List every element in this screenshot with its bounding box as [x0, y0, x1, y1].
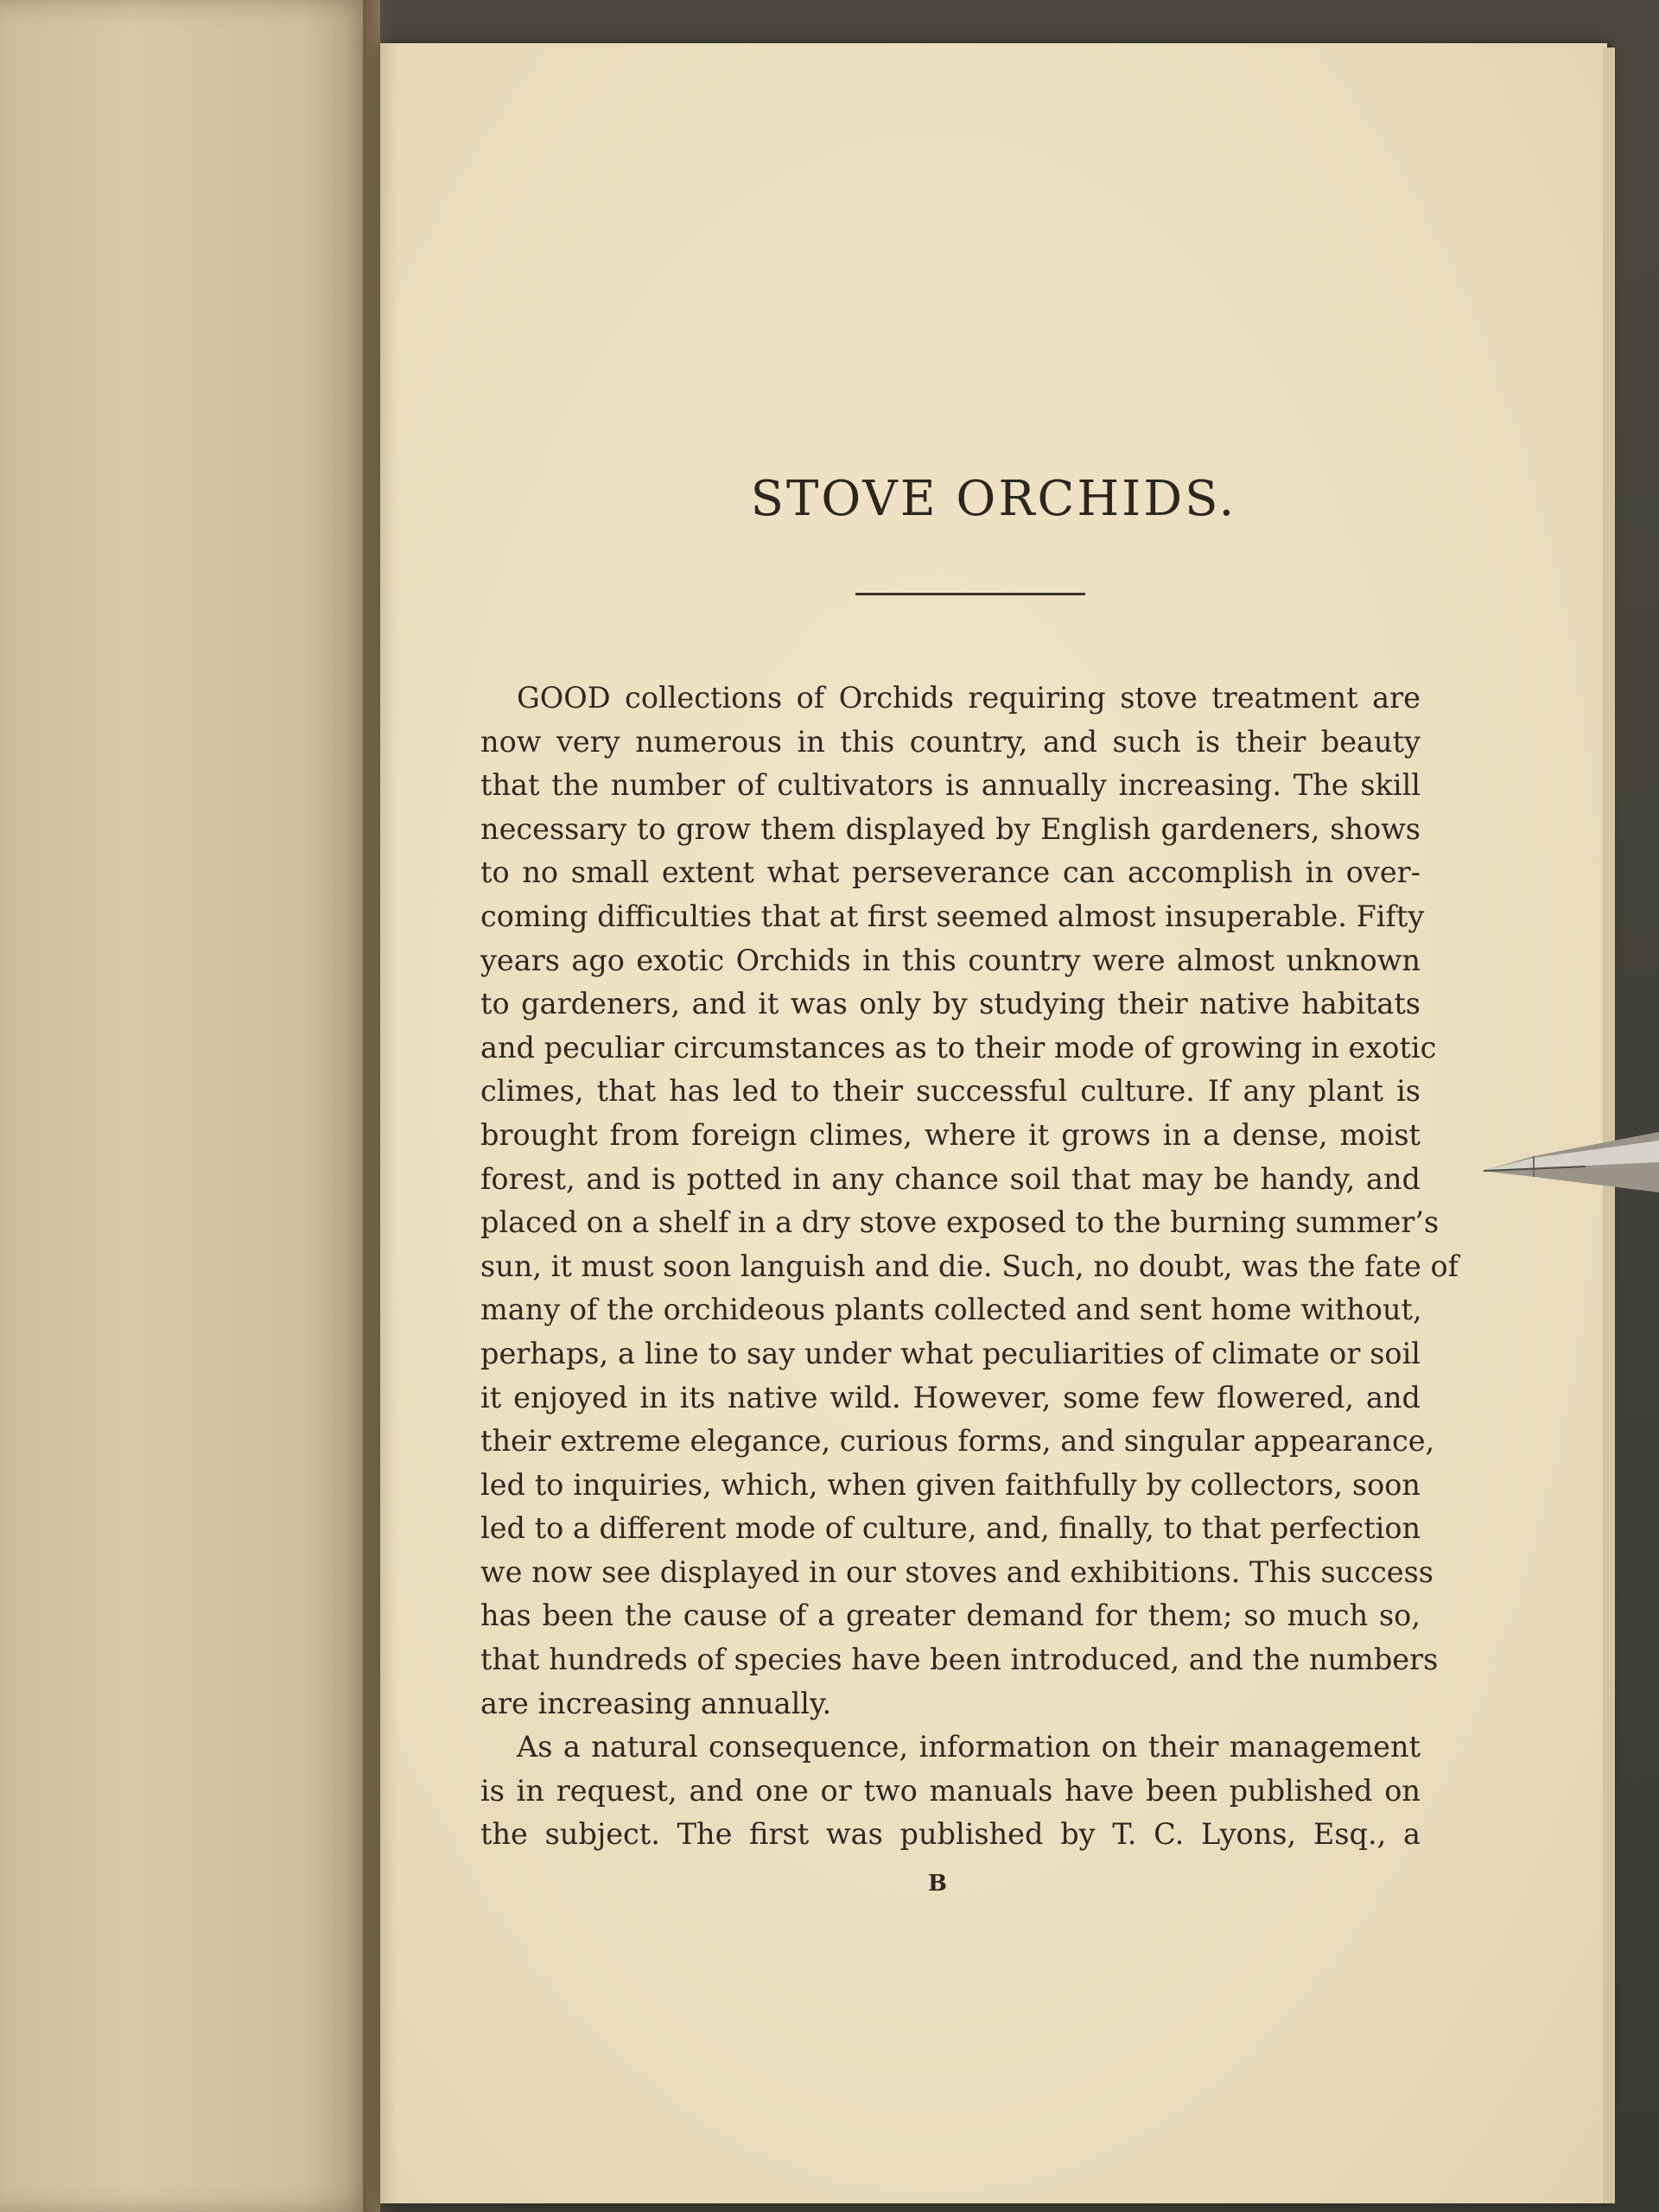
title-rule [855, 593, 1085, 595]
body-text [480, 677, 1459, 1857]
text-line: now very numerous in this country, and such is their beauty [480, 724, 1421, 759]
page-title: STOVE ORCHIDS. [750, 471, 1237, 527]
text-line: brought from foreign climes, where it grows in a dense, moist [480, 1117, 1421, 1152]
pen-pointer-icon [1482, 1123, 1659, 1201]
text-line: we now see displayed in our stoves and exhibitions. This success [480, 1554, 1433, 1589]
text-line: that the number of cultivators is annually increasing. The skill [480, 768, 1421, 803]
text-line: GOOD collections of Orchids requiring stove treatment are [517, 681, 1421, 715]
text-line: many of the orchideous plants collected and sent home without, [480, 1293, 1422, 1327]
left-facing-page [0, 0, 380, 2212]
paragraph-2 [480, 1726, 1421, 1857]
text-line: to gardeners, and it was only by studying their native habitats [480, 987, 1421, 1021]
text-line: is in request, and one or two manuals have been published on [480, 1773, 1421, 1808]
text-line: it enjoyed in its native wild. However, some few flowered, and [480, 1380, 1421, 1414]
text-line: led to a different mode of culture, and, finally, to that perfection [480, 1511, 1421, 1546]
signature-mark: B [928, 1871, 947, 1897]
text-line: As a natural consequence, information on their management [517, 1730, 1421, 1764]
text-line: placed on a shelf in a dry stove exposed to the burning summer’s [480, 1205, 1440, 1240]
text-line: sun, it must soon languish and die. Such, no doubt, was the fate of [480, 1249, 1459, 1283]
text-line: to no small extent what perseverance can accomplish in over- [480, 855, 1421, 890]
text-line: led to inquiries, which, when given faithfully by collectors, soon [480, 1467, 1421, 1502]
text-line: necessary to grow them displayed by English gardeners, shows [480, 811, 1421, 846]
text-line: coming difficulties that at first seemed almost insuperable. Fifty [480, 899, 1425, 933]
text-line: the subject. The first was published by T. C. Lyons, Esq., a [480, 1817, 1421, 1852]
book-gutter [363, 0, 397, 2212]
text-line: forest, and is potted in any chance soil that may be handy, and [480, 1161, 1421, 1196]
paragraph-1 [480, 677, 1459, 1726]
text-line: climes, that has led to their successful culture. If any plant is [480, 1074, 1421, 1109]
text-line: perhaps, a line to say under what peculiarities of climate or soil [480, 1336, 1421, 1370]
text-line: that hundreds of species have been introduced, and the numbers [480, 1643, 1439, 1677]
text-line: and peculiar circumstances as to their mode of growing in exotic [480, 1030, 1437, 1065]
text-line: has been the cause of a greater demand for them; so much so, [480, 1599, 1421, 1633]
text-line: years ago exotic Orchids in this country were almost unknown [480, 943, 1421, 977]
text-line: their extreme elegance, curious forms, and singular appearance, [480, 1424, 1435, 1459]
text-line: are increasing annually. [480, 1686, 832, 1720]
